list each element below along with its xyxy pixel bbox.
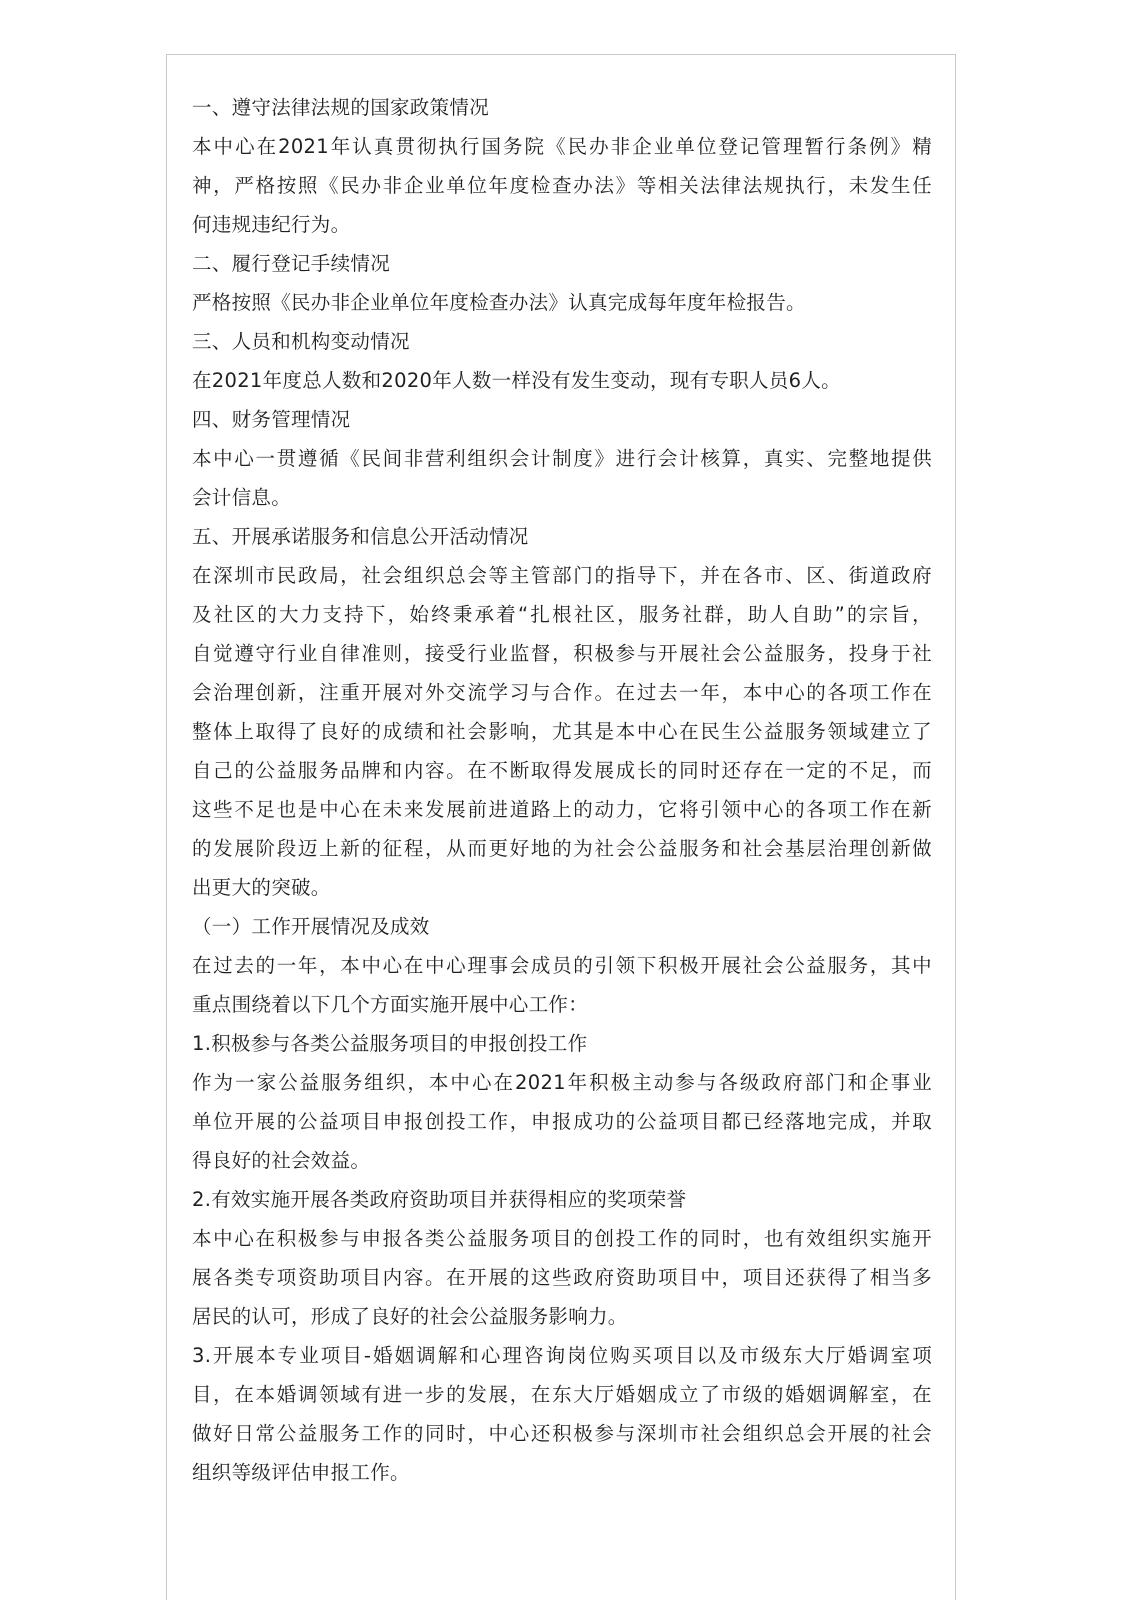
section-heading: 二、履行登记手续情况 (192, 252, 391, 275)
paragraph-line: 这些不足也是中心在未来发展前进道路上的动力，它将引领中心的各项工作在新 (192, 798, 932, 821)
paragraph-line: 做好日常公益服务工作的同时，中心还积极参与深圳市社会组织总会开展的社会 (192, 1422, 932, 1445)
section-heading: 四、财务管理情况 (192, 408, 351, 431)
paragraph-line: 自觉遵守行业自律准则，接受行业监督，积极参与开展社会公益服务，投身于社 (192, 642, 932, 665)
paragraph-line: 本中心在2021年认真贯彻执行国务院《民办非企业单位登记管理暂行条例》精 (192, 135, 932, 158)
paragraph-line: 3.开展本专业项目-婚姻调解和心理咨询岗位购买项目以及市级东大厅婚调室项 (192, 1344, 932, 1367)
paragraph-line: 在过去的一年，本中心在中心理事会成员的引领下积极开展社会公益服务，其中 (192, 954, 932, 977)
document-body (192, 88, 932, 1492)
paragraph-line: 展各类专项资助项目内容。在开展的这些政府资助项目中，项目还获得了相当多 (192, 1266, 932, 1289)
paragraph-line: 整体上取得了良好的成绩和社会影响，尤其是本中心在民生公益服务领域建立了 (192, 720, 932, 743)
paragraph-line: 何违规违纪行为。 (192, 213, 351, 236)
paragraph-line: 会治理创新，注重开展对外交流学习与合作。在过去一年，本中心的各项工作在 (192, 681, 932, 704)
paragraph-line: 居民的认可，形成了良好的社会公益服务影响力。 (192, 1305, 628, 1328)
paragraph-line: 自己的公益服务品牌和内容。在不断取得发展成长的同时还存在一定的不足，而 (192, 759, 932, 782)
paragraph-line: 作为一家公益服务组织，本中心在2021年积极主动参与各级政府部门和企事业 (192, 1071, 932, 1094)
item-heading: 2.有效实施开展各类政府资助项目并获得相应的奖项荣誉 (192, 1188, 687, 1211)
paragraph-line: 神，严格按照《民办非企业单位年度检查办法》等相关法律法规执行，未发生任 (192, 174, 932, 197)
paragraph-line: 出更大的突破。 (192, 876, 331, 899)
paragraph-line: 组织等级评估申报工作。 (192, 1461, 410, 1484)
section-heading: 一、遵守法律法规的国家政策情况 (192, 96, 490, 119)
subsection-heading: （一）工作开展情况及成效 (192, 915, 430, 938)
paragraph-line: 严格按照《民办非企业单位年度检查办法》认真完成每年度年检报告。 (192, 291, 806, 314)
paragraph-line: 在深圳市民政局，社会组织总会等主管部门的指导下，并在各市、区、街道政府 (192, 564, 932, 587)
section-heading: 五、开展承诺服务和信息公开活动情况 (192, 525, 529, 548)
paragraph-line: 及社区的大力支持下，始终秉承着“扎根社区，服务社群，助人自助”的宗旨， (192, 603, 932, 626)
paragraph-line: 得良好的社会效益。 (192, 1149, 371, 1172)
paragraph-line: 在2021年度总人数和2020年人数一样没有发生变动，现有专职人员6人。 (192, 369, 841, 392)
paragraph-line: 目，在本婚调领域有进一步的发展，在东大厅婚姻成立了市级的婚姻调解室，在 (192, 1383, 932, 1406)
paragraph-line: 单位开展的公益项目申报创投工作，申报成功的公益项目都已经落地完成，并取 (192, 1110, 932, 1133)
section-heading: 三、人员和机构变动情况 (192, 330, 410, 353)
paragraph-line: 本中心在积极参与申报各类公益服务项目的创投工作的同时，也有效组织实施开 (192, 1227, 932, 1250)
paragraph-line: 重点围绕着以下几个方面实施开展中心工作： (192, 993, 589, 1016)
paragraph-line: 本中心一贯遵循《民间非营利组织会计制度》进行会计核算，真实、完整地提供 (192, 447, 932, 470)
item-heading: 1.积极参与各类公益服务项目的申报创投工作 (192, 1032, 588, 1055)
paragraph-line: 的发展阶段迈上新的征程，从而更好地的为社会公益服务和社会基层治理创新做 (192, 837, 932, 860)
paragraph-line: 会计信息。 (192, 486, 292, 509)
